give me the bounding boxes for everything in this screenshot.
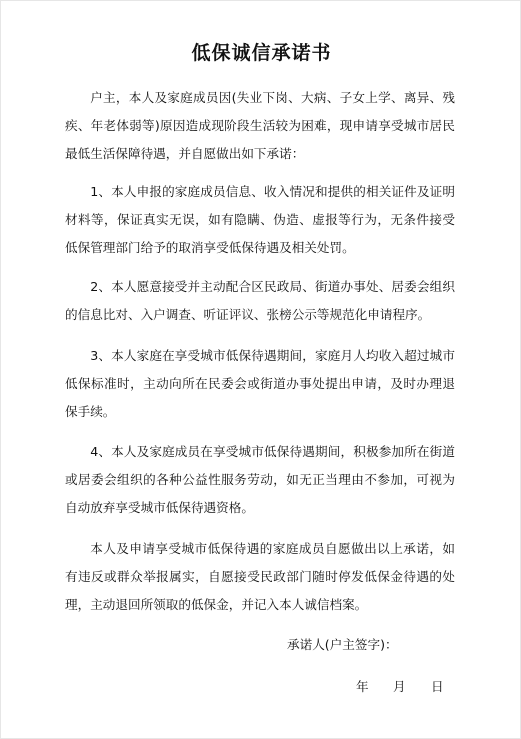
intro-paragraph: 户主，本人及家庭成员因(失业下岗、大病、子女上学、离异、残疾、年老体弱等)原因造成现阶段生活较为困难，现申请享受城市居民最低生活保障待遇，并自愿做出如下承诺： [65, 90, 455, 161]
commitment-item-4: 4、本人及家庭成员在享受城市低保待遇期间，积极参加所在街道或居委会组织的各种公益性服务劳动，如无正当理由不参加，可视为自动放弃享受城市低保待遇资格。 [65, 444, 455, 515]
date-year-label: 年 [356, 679, 369, 694]
commitment-item-3: 3、本人家庭在享受城市低保待遇期间，家庭月人均收入超过城市低保标准时，主动向所在民委会或街道办事处提出申请，及时办理退保手续。 [65, 348, 455, 419]
date-line [356, 673, 444, 701]
commitment-item-2: 2、本人愿意接受并主动配合区民政局、街道办事处、居委会组织的信息比对、入户调查、听证评议、张榜公示等规范化申请程序。 [65, 279, 455, 322]
date-month-label: 月 [393, 679, 406, 694]
commitment-item-1: 1、本人申报的家庭成员信息、收入情况和提供的相关证件及证明材料等，保证真实无误，如有隐瞒、伪造、虚报等行为，无条件接受低保管理部门给予的取消享受低保待遇及相关处罚。 [65, 184, 455, 255]
document-title: 低保诚信承诺书 [191, 42, 332, 64]
date-day-label: 日 [431, 679, 444, 694]
signer-label: 承诺人(户主签字)： [287, 637, 398, 652]
closing-paragraph: 本人及申请享受城市低保待遇的家庭成员自愿做出以上承诺，如有违反或群众举报属实，自愿接受民政部门随时停发低保金待遇的处理，主动退回所领取的低保金，并记入本人诚信档案。 [65, 541, 455, 612]
